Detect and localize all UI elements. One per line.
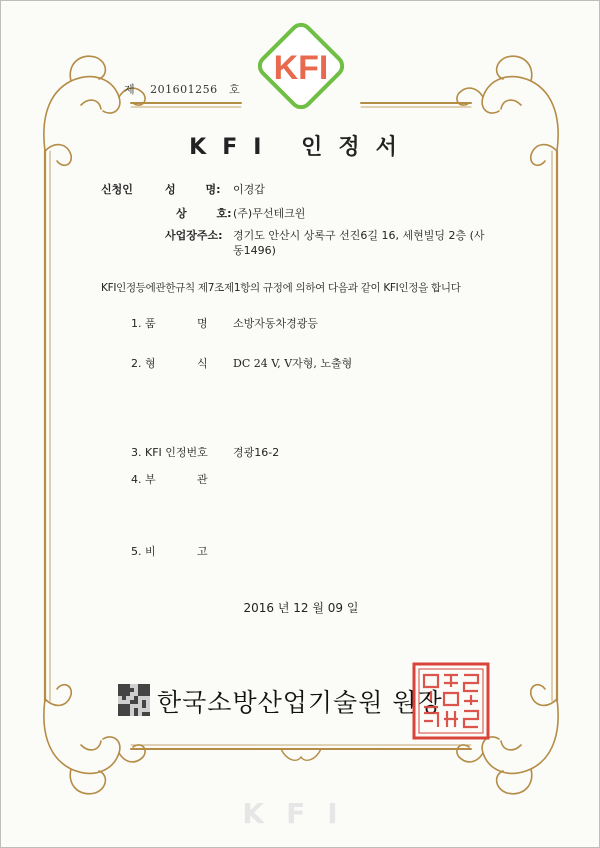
item-value-model: DC 24 V, V자형, 노출형	[233, 357, 353, 370]
kfi-watermark: KFI	[242, 797, 360, 830]
page-title: KFI 인정서	[189, 135, 413, 160]
company-name: (주)무선테크윈	[233, 207, 306, 220]
item-label-accessory-end: 관	[197, 473, 208, 486]
item-value-product: 소방자동차경광등	[233, 317, 319, 330]
serial-number: 201601256	[150, 83, 218, 96]
issue-date: 2016 년 12 월 09 일	[243, 601, 359, 615]
item-label-remarks: 5. 비	[131, 545, 156, 558]
company-label: 상 호:	[176, 207, 232, 220]
item-value-cert-number: 경광16-2	[233, 446, 280, 459]
qr-code-icon	[118, 684, 150, 716]
applicant-name: 이경갑	[233, 183, 265, 196]
name-label: 성 명:	[165, 183, 221, 196]
kfi-logo-icon	[248, 13, 354, 119]
item-label-product: 1. 품	[131, 317, 156, 330]
ornamental-border-frame	[1, 1, 600, 848]
official-seal-icon	[411, 661, 491, 741]
serial-prefix: 제	[124, 83, 135, 96]
issuer-title: 한국소방산업기술원 원장	[157, 688, 443, 717]
certification-statement: KFI인정등에관한규칙 제7조제1항의 규정에 의하여 다음과 같이 KFI인정을 합니다	[101, 282, 461, 294]
address-line-2: 동1496)	[233, 244, 276, 257]
item-label-remarks-end: 고	[197, 545, 208, 558]
item-label-product-end: 명	[197, 317, 208, 330]
certificate-serial	[124, 81, 240, 97]
applicant-section-label: 신청인	[101, 183, 133, 196]
item-label-model-end: 식	[197, 357, 208, 370]
item-label-model: 2. 형	[131, 357, 156, 370]
serial-suffix: 호	[229, 83, 240, 96]
item-label-accessory: 4. 부	[131, 473, 156, 486]
logo-text: KFI	[273, 49, 329, 87]
address-label: 사업장주소:	[165, 229, 223, 242]
address-line-1: 경기도 안산시 상록구 선진6길 16, 세현빌딩 2층 (사	[233, 229, 485, 242]
item-label-cert-number: 3. KFI 인정번호	[131, 446, 208, 459]
